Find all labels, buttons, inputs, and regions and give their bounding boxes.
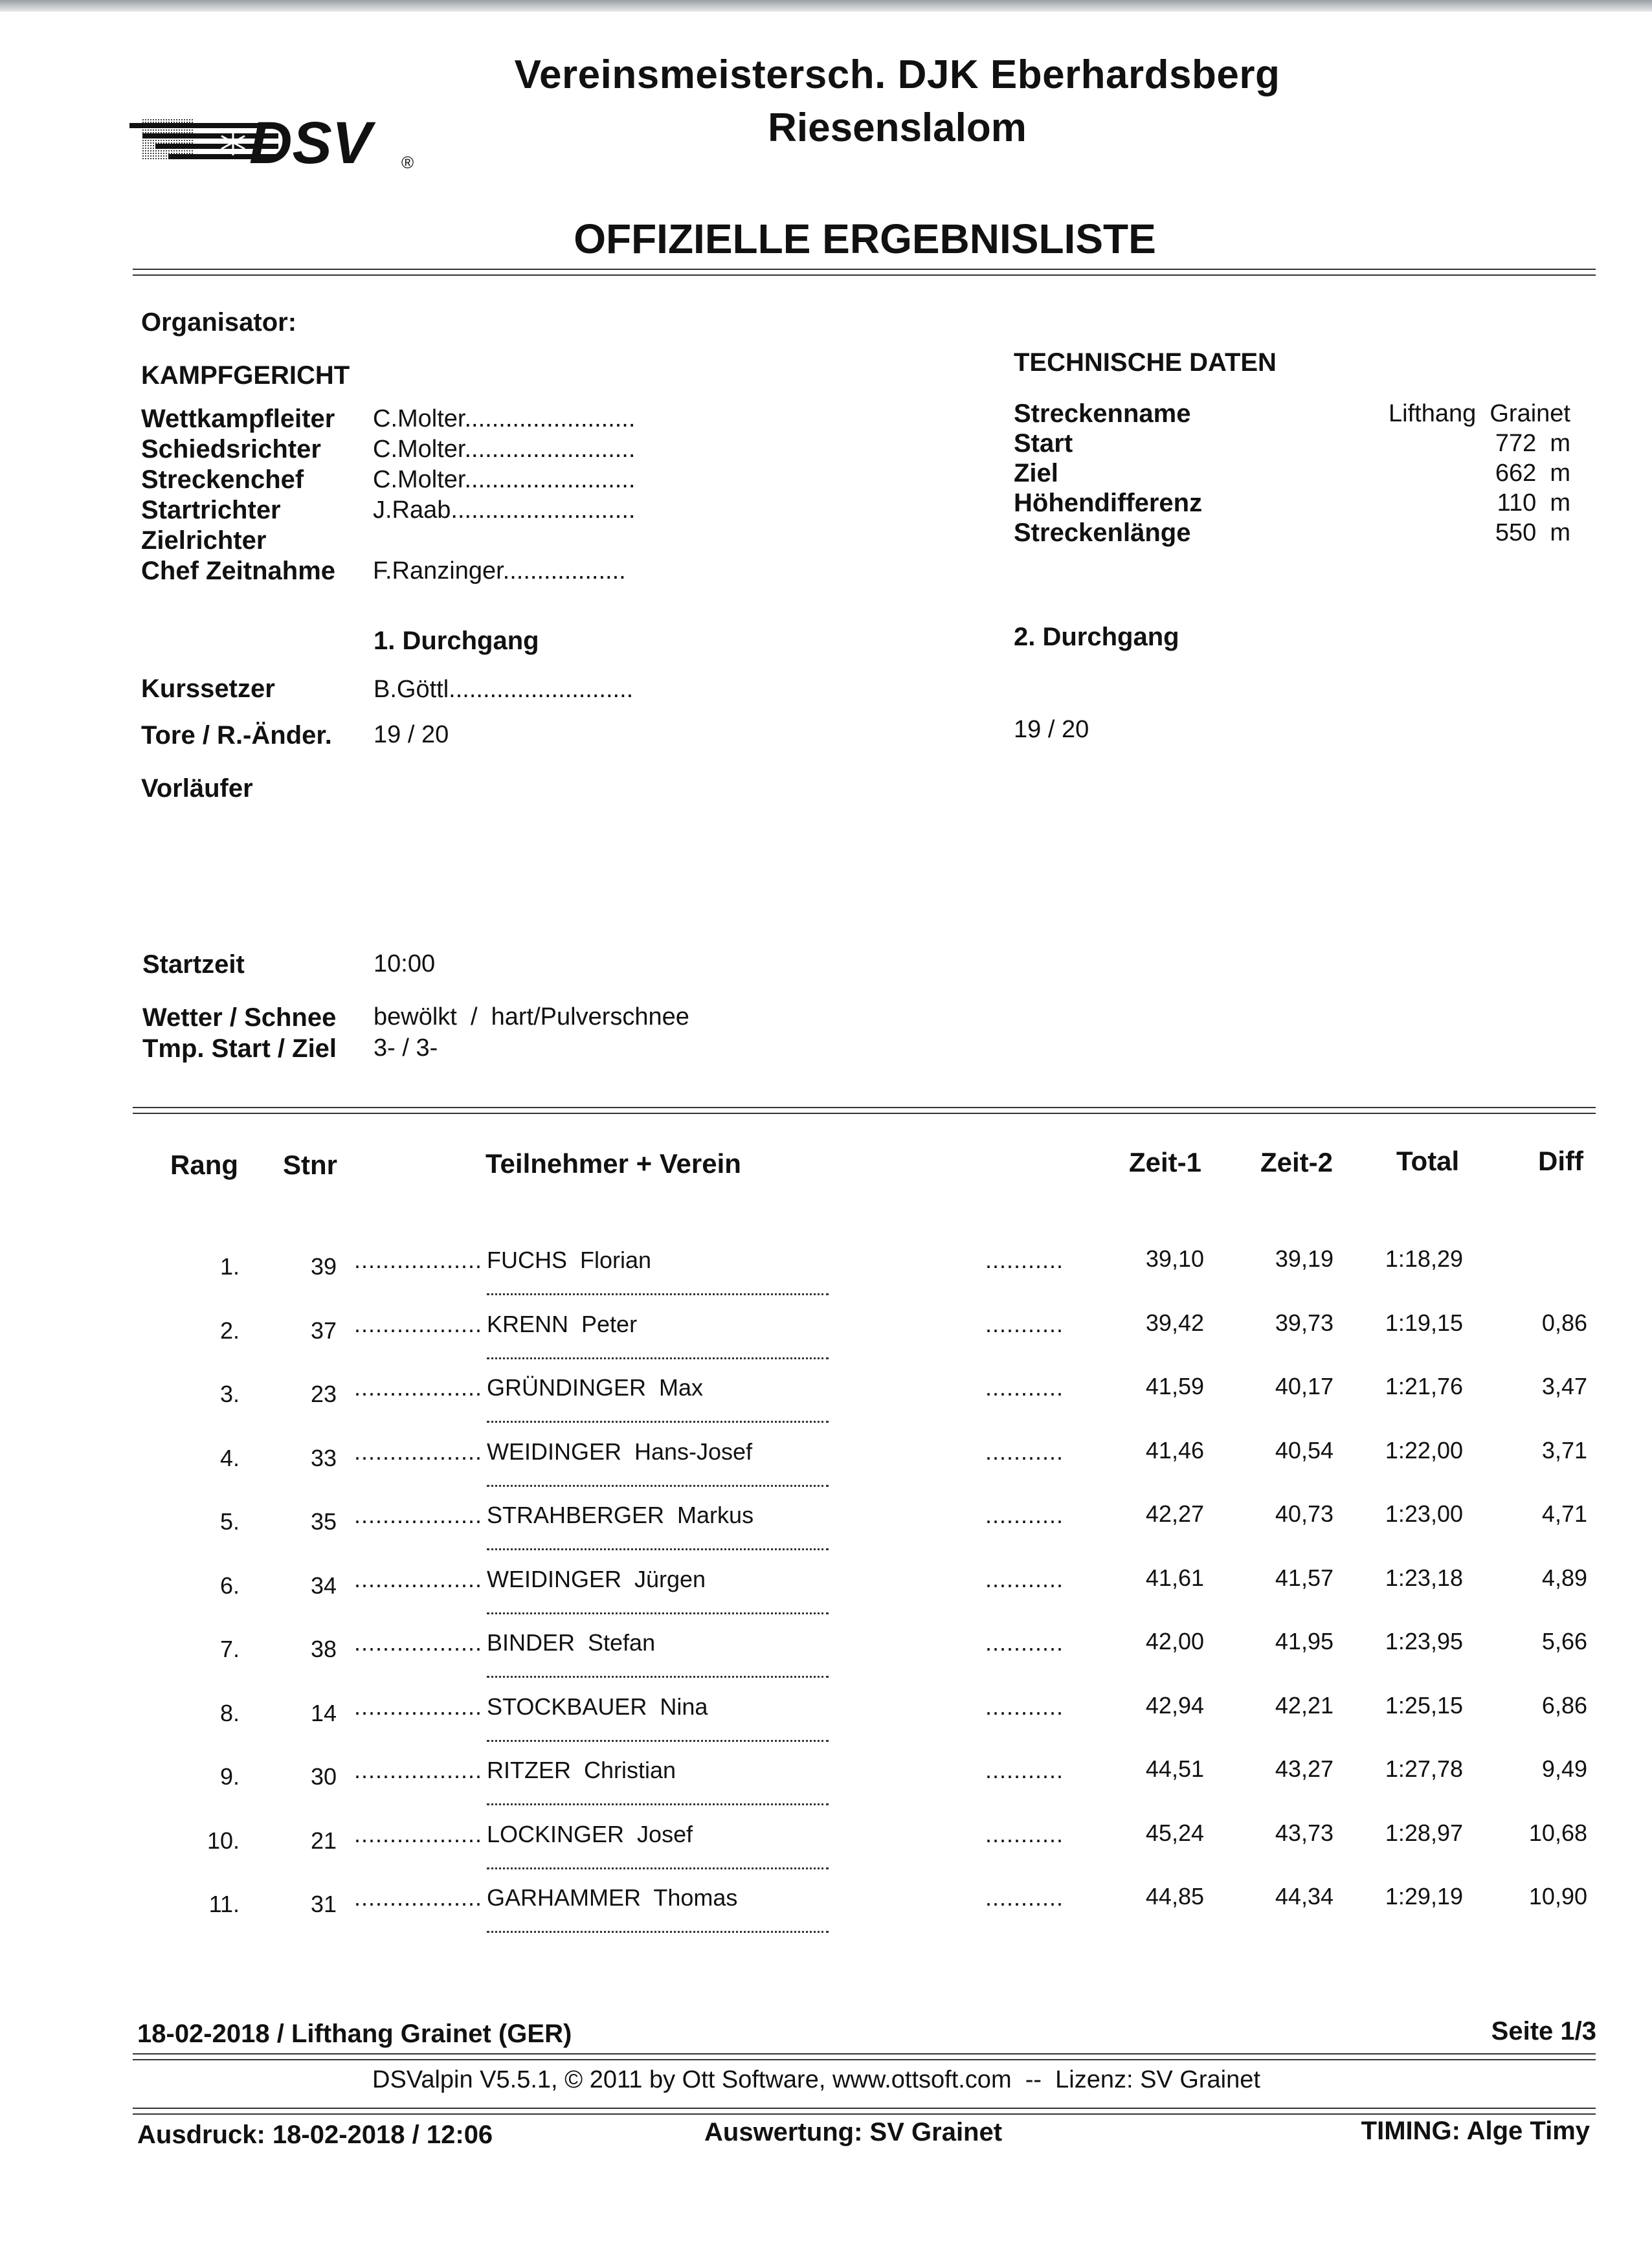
official-row	[141, 556, 635, 586]
row-zeit1: 45,24	[1145, 1820, 1204, 1846]
row-rang: 10.	[206, 1827, 240, 1854]
col-zeit2: Zeit-2	[1260, 1147, 1334, 1177]
row-club-line	[487, 1485, 829, 1487]
row-leader-dots: ..................	[354, 1693, 483, 1720]
row-total: 1:22,00	[1385, 1437, 1463, 1464]
technical-list	[1014, 399, 1570, 548]
startzeit-value: 10:00	[374, 950, 436, 977]
official-role: Chef Zeitnahme	[141, 557, 336, 585]
row-club-dots: ...........	[985, 1502, 1064, 1528]
official-row	[141, 526, 635, 556]
row-leader-dots: ..................	[354, 1374, 483, 1401]
technical-label: Höhendifferenz	[1014, 488, 1203, 517]
row-club-dots: ...........	[985, 1757, 1064, 1783]
row-total: 1:25,15	[1385, 1692, 1463, 1719]
registered-mark: ®	[401, 153, 414, 172]
vorlaeufer-label: Vorläufer	[141, 774, 253, 803]
row-leader-dots: ..................	[354, 1884, 483, 1911]
row-club-line	[487, 1931, 829, 1933]
row-stnr: 39	[310, 1253, 337, 1280]
row-rang: 4.	[219, 1445, 240, 1471]
technical-row	[1014, 458, 1570, 488]
technical-row	[1014, 399, 1570, 429]
technical-value: 550 m	[1495, 518, 1570, 546]
row-zeit1: 41,59	[1145, 1373, 1204, 1399]
discipline-title: Riesenslalom	[768, 106, 1027, 150]
technical-label: Streckenlänge	[1014, 518, 1191, 547]
row-zeit2: 40,54	[1275, 1437, 1334, 1464]
row-name: GRÜNDINGER Max	[487, 1374, 704, 1401]
technical-row	[1014, 488, 1570, 518]
row-leader-dots: ..................	[354, 1247, 483, 1273]
row-zeit1: 41,61	[1145, 1565, 1204, 1591]
col-rang: Rang	[170, 1150, 238, 1180]
row-leader-dots: ..................	[354, 1566, 483, 1592]
row-total: 1:19,15	[1385, 1309, 1463, 1336]
row-zeit2: 40,73	[1275, 1500, 1334, 1527]
row-stnr: 37	[310, 1317, 337, 1344]
row-rang: 5.	[219, 1508, 240, 1535]
row-club-dots: ...........	[985, 1438, 1064, 1465]
official-row	[141, 465, 635, 495]
official-name: J.Raab...........................	[373, 496, 636, 524]
row-club-line	[487, 1676, 829, 1678]
row-name: KRENN Peter	[487, 1311, 638, 1337]
row-club-dots: ...........	[985, 1374, 1064, 1401]
row-club-line	[487, 1740, 829, 1742]
footer-page: Seite 1/3	[1491, 2017, 1596, 2045]
row-diff: 9,49	[1541, 1755, 1587, 1782]
row-zeit2: 40,17	[1275, 1373, 1334, 1399]
row-rang: 11.	[208, 1891, 240, 1917]
row-zeit1: 42,94	[1145, 1692, 1204, 1719]
tore-run1: 19 / 20	[374, 721, 449, 748]
row-stnr: 23	[310, 1381, 337, 1407]
tore-run2: 19 / 20	[1014, 716, 1089, 743]
technical-heading: TECHNISCHE DATEN	[1014, 348, 1277, 377]
footer-software: DSValpin V5.5.1, © 2011 by Ott Software, www.ottsoft.com -- Lizenz: SV Grainet	[372, 2066, 1260, 2093]
row-club-dots: ...........	[985, 1693, 1064, 1720]
row-club-dots: ...........	[985, 1566, 1064, 1592]
footer-evaluation: Auswertung: SV Grainet	[704, 2118, 1003, 2146]
row-leader-dots: ..................	[354, 1629, 483, 1656]
technical-value: 110 m	[1497, 489, 1570, 517]
jury-heading: KAMPFGERICHT	[141, 361, 350, 390]
footer-divider-bottom	[133, 2108, 1596, 2115]
technical-value: 662 m	[1495, 459, 1570, 487]
footer-timing: TIMING: Alge Timy	[1361, 2117, 1590, 2145]
event-title: Vereinsmeistersch. DJK Eberhardsberg	[514, 52, 1280, 97]
row-zeit1: 44,85	[1145, 1883, 1204, 1910]
row-leader-dots: ..................	[354, 1757, 483, 1783]
row-rang: 6.	[219, 1572, 240, 1599]
footer-date-venue: 18-02-2018 / Lifthang Grainet (GER)	[137, 2020, 572, 2048]
row-stnr: 35	[310, 1508, 337, 1535]
row-diff: 10,68	[1528, 1820, 1587, 1846]
row-diff: 3,47	[1541, 1373, 1587, 1399]
technical-label: Start	[1014, 429, 1073, 458]
row-club-line	[487, 1293, 829, 1295]
row-zeit1: 44,51	[1145, 1755, 1204, 1782]
list-title: OFFIZIELLE ERGEBNISLISTE	[574, 216, 1156, 262]
col-zeit1: Zeit-1	[1129, 1147, 1202, 1177]
row-leader-dots: ..................	[354, 1821, 483, 1847]
row-stnr: 14	[310, 1700, 337, 1726]
official-role: Zielrichter	[141, 526, 267, 555]
run2-heading: 2. Durchgang	[1014, 623, 1179, 651]
row-total: 1:23,00	[1385, 1500, 1463, 1527]
tmp-value: 3- / 3-	[374, 1034, 438, 1062]
row-name: LOCKINGER Josef	[487, 1821, 693, 1847]
row-diff: 5,66	[1541, 1628, 1587, 1654]
run1-heading: 1. Durchgang	[374, 627, 539, 655]
row-club-dots: ...........	[985, 1629, 1064, 1656]
kurssetzer-label: Kurssetzer	[141, 674, 275, 703]
kurssetzer-run1: B.Göttl...........................	[374, 676, 634, 703]
row-club-line	[487, 1421, 829, 1423]
row-total: 1:28,97	[1385, 1820, 1463, 1846]
official-name: C.Molter.........................	[373, 436, 636, 463]
technical-row	[1014, 518, 1570, 548]
official-row	[141, 495, 635, 526]
row-stnr: 38	[310, 1636, 337, 1662]
results-divider	[133, 1107, 1596, 1114]
technical-row	[1014, 429, 1570, 458]
col-total: Total	[1396, 1146, 1460, 1176]
row-total: 1:21,76	[1385, 1373, 1463, 1399]
row-rang: 7.	[219, 1636, 240, 1662]
row-zeit2: 41,57	[1275, 1565, 1334, 1591]
row-name: STOCKBAUER Nina	[487, 1693, 708, 1720]
row-name: RITZER Christian	[487, 1757, 676, 1783]
row-zeit2: 41,95	[1275, 1628, 1334, 1654]
official-role: Streckenchef	[141, 465, 304, 494]
tmp-label: Tmp. Start / Ziel	[142, 1034, 337, 1063]
row-club-dots: ...........	[985, 1821, 1064, 1847]
row-rang: 8.	[219, 1700, 240, 1726]
row-club-dots: ...........	[985, 1884, 1064, 1911]
row-total: 1:23,18	[1385, 1565, 1463, 1591]
technical-label: Ziel	[1014, 458, 1058, 487]
header-divider	[133, 269, 1596, 276]
official-name: C.Molter.........................	[373, 405, 636, 432]
row-zeit1: 39,42	[1145, 1309, 1204, 1336]
row-zeit2: 42,21	[1275, 1692, 1334, 1719]
row-leader-dots: ..................	[354, 1311, 483, 1337]
row-stnr: 33	[310, 1445, 337, 1471]
row-club-line	[487, 1803, 829, 1805]
row-name: GARHAMMER Thomas	[487, 1884, 738, 1911]
row-leader-dots: ..................	[354, 1438, 483, 1465]
row-rang: 9.	[219, 1763, 240, 1790]
official-row	[141, 434, 635, 465]
technical-value: Lifthang Grainet	[1389, 399, 1570, 427]
col-teilnehmer: Teilnehmer + Verein	[486, 1148, 741, 1179]
row-name: BINDER Stefan	[487, 1629, 656, 1656]
row-name: STRAHBERGER Markus	[487, 1502, 754, 1528]
row-zeit1: 42,27	[1145, 1500, 1204, 1527]
row-diff: 0,86	[1541, 1309, 1587, 1336]
row-diff: 4,89	[1541, 1565, 1587, 1591]
row-total: 1:29,19	[1385, 1883, 1463, 1910]
col-diff: Diff	[1538, 1146, 1583, 1176]
row-stnr: 30	[310, 1763, 337, 1790]
official-role: Schiedsrichter	[141, 435, 321, 463]
official-role: Startrichter	[141, 496, 281, 524]
row-rang: 1.	[219, 1253, 240, 1280]
row-total: 1:23,95	[1385, 1628, 1463, 1654]
row-zeit1: 41,46	[1145, 1437, 1204, 1464]
row-leader-dots: ..................	[354, 1502, 483, 1528]
officials-list	[141, 404, 635, 586]
row-zeit1: 39,10	[1145, 1245, 1204, 1272]
wetter-value: bewölkt / hart/Pulverschnee	[374, 1003, 689, 1030]
row-stnr: 31	[310, 1891, 337, 1917]
footer-printout: Ausdruck: 18-02-2018 / 12:06	[137, 2121, 493, 2149]
row-club-dots: ...........	[985, 1247, 1064, 1273]
row-club-line	[487, 1548, 829, 1550]
official-name: C.Molter.........................	[373, 466, 636, 493]
row-club-line	[487, 1357, 829, 1359]
official-name: F.Ranzinger..................	[373, 557, 626, 585]
startzeit-label: Startzeit	[142, 950, 245, 979]
wetter-label: Wetter / Schnee	[142, 1003, 337, 1032]
technical-label: Streckenname	[1014, 399, 1191, 428]
row-zeit2: 39,19	[1275, 1245, 1334, 1272]
row-name: WEIDINGER Jürgen	[487, 1566, 706, 1592]
technical-value: 772 m	[1495, 429, 1570, 457]
row-club-line	[487, 1867, 829, 1869]
row-name: WEIDINGER Hans-Josef	[487, 1438, 753, 1465]
row-diff: 10,90	[1528, 1883, 1587, 1910]
scan-edge	[0, 0, 1652, 12]
row-zeit2: 39,73	[1275, 1309, 1334, 1336]
row-rang: 3.	[219, 1381, 240, 1407]
row-zeit2: 43,73	[1275, 1820, 1334, 1846]
row-zeit1: 42,00	[1145, 1628, 1204, 1654]
row-total: 1:18,29	[1385, 1245, 1463, 1272]
official-row	[141, 404, 635, 434]
row-zeit2: 44,34	[1275, 1883, 1334, 1910]
row-stnr: 21	[310, 1827, 337, 1854]
row-diff: 3,71	[1541, 1437, 1587, 1464]
row-club-dots: ...........	[985, 1311, 1064, 1337]
footer-divider-top	[133, 2053, 1596, 2060]
col-stnr: Stnr	[283, 1150, 337, 1180]
row-rang: 2.	[219, 1317, 240, 1344]
official-role: Wettkampfleiter	[141, 405, 335, 433]
row-zeit2: 43,27	[1275, 1755, 1334, 1782]
row-club-line	[487, 1612, 829, 1614]
organisator-label: Organisator:	[141, 308, 297, 337]
row-diff: 6,86	[1541, 1692, 1587, 1719]
row-name: FUCHS Florian	[487, 1247, 652, 1273]
row-stnr: 34	[310, 1572, 337, 1599]
row-diff: 4,71	[1541, 1500, 1587, 1527]
row-total: 1:27,78	[1385, 1755, 1463, 1782]
tore-label: Tore / R.-Änder.	[141, 721, 332, 750]
logo-text: DSV	[249, 117, 372, 175]
